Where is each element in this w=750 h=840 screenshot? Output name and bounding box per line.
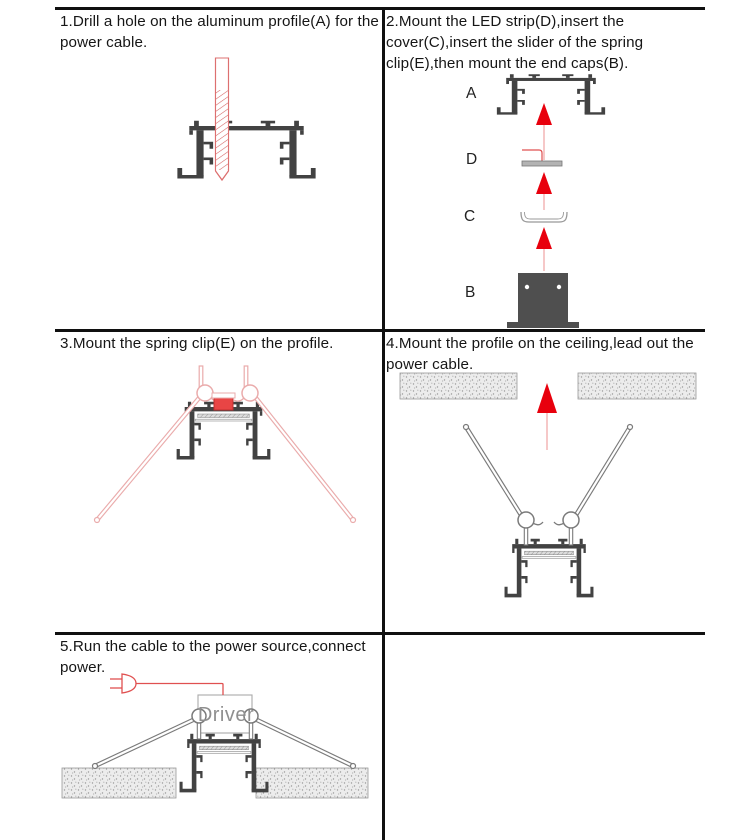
step2-line3: clip(E),then mount the end caps(B). (386, 55, 629, 72)
up-arrow-icon (536, 103, 552, 125)
step3-line1: 3.Mount the spring clip(E) on the profile. (60, 335, 334, 352)
step1-line2: power cable. (60, 34, 148, 51)
spring-clip-right (554, 425, 633, 546)
ceiling-block-right (578, 373, 696, 399)
spring-clip-left (95, 366, 222, 523)
cover-profile (521, 212, 567, 222)
exploded-assembly-diagram (384, 60, 706, 335)
ceiling-band-right (256, 768, 368, 798)
part-label-d: D (466, 151, 478, 168)
led-strip (522, 161, 562, 166)
part-label-c: C (464, 208, 476, 225)
end-cap (507, 273, 579, 328)
step5-line1: 5.Run the cable to the power source,connect (60, 638, 366, 655)
power-cord (136, 684, 223, 696)
up-arrow-icon (536, 227, 552, 249)
spring-clip-right (244, 709, 356, 769)
ceiling-band-left (62, 768, 176, 798)
step5-line2: power. (60, 659, 106, 676)
led-strip-wire (522, 150, 542, 161)
step4-line1: 4.Mount the profile on the ceiling,lead out the (386, 335, 694, 352)
step1-line1: 1.Drill a hole on the aluminum profile(A) for the (60, 13, 379, 30)
spring-clip-mount-diagram (56, 350, 382, 630)
spring-clip-right (234, 366, 356, 523)
spring-clip-left (464, 425, 544, 546)
ceiling-mount-diagram (384, 340, 706, 632)
power-plug-icon (110, 674, 136, 693)
drill-profile-diagram (55, 10, 383, 210)
power-connection-diagram (56, 655, 382, 840)
clip-slider (214, 398, 233, 410)
step2-line1: 2.Mount the LED strip(D),insert the (386, 13, 625, 30)
step4-line2: power cable. (386, 356, 474, 373)
ceiling-block-left (400, 373, 517, 399)
part-label-b: B (465, 284, 476, 301)
up-arrow-icon (537, 383, 557, 413)
driver-label: Driver (197, 704, 255, 726)
up-arrow-icon (536, 172, 552, 194)
spring-clip-left (93, 709, 207, 769)
grid-row-line-bottom (55, 632, 705, 635)
part-label-a: A (466, 85, 477, 102)
step2-line2: cover(C),insert the slider of the spring (386, 34, 644, 51)
